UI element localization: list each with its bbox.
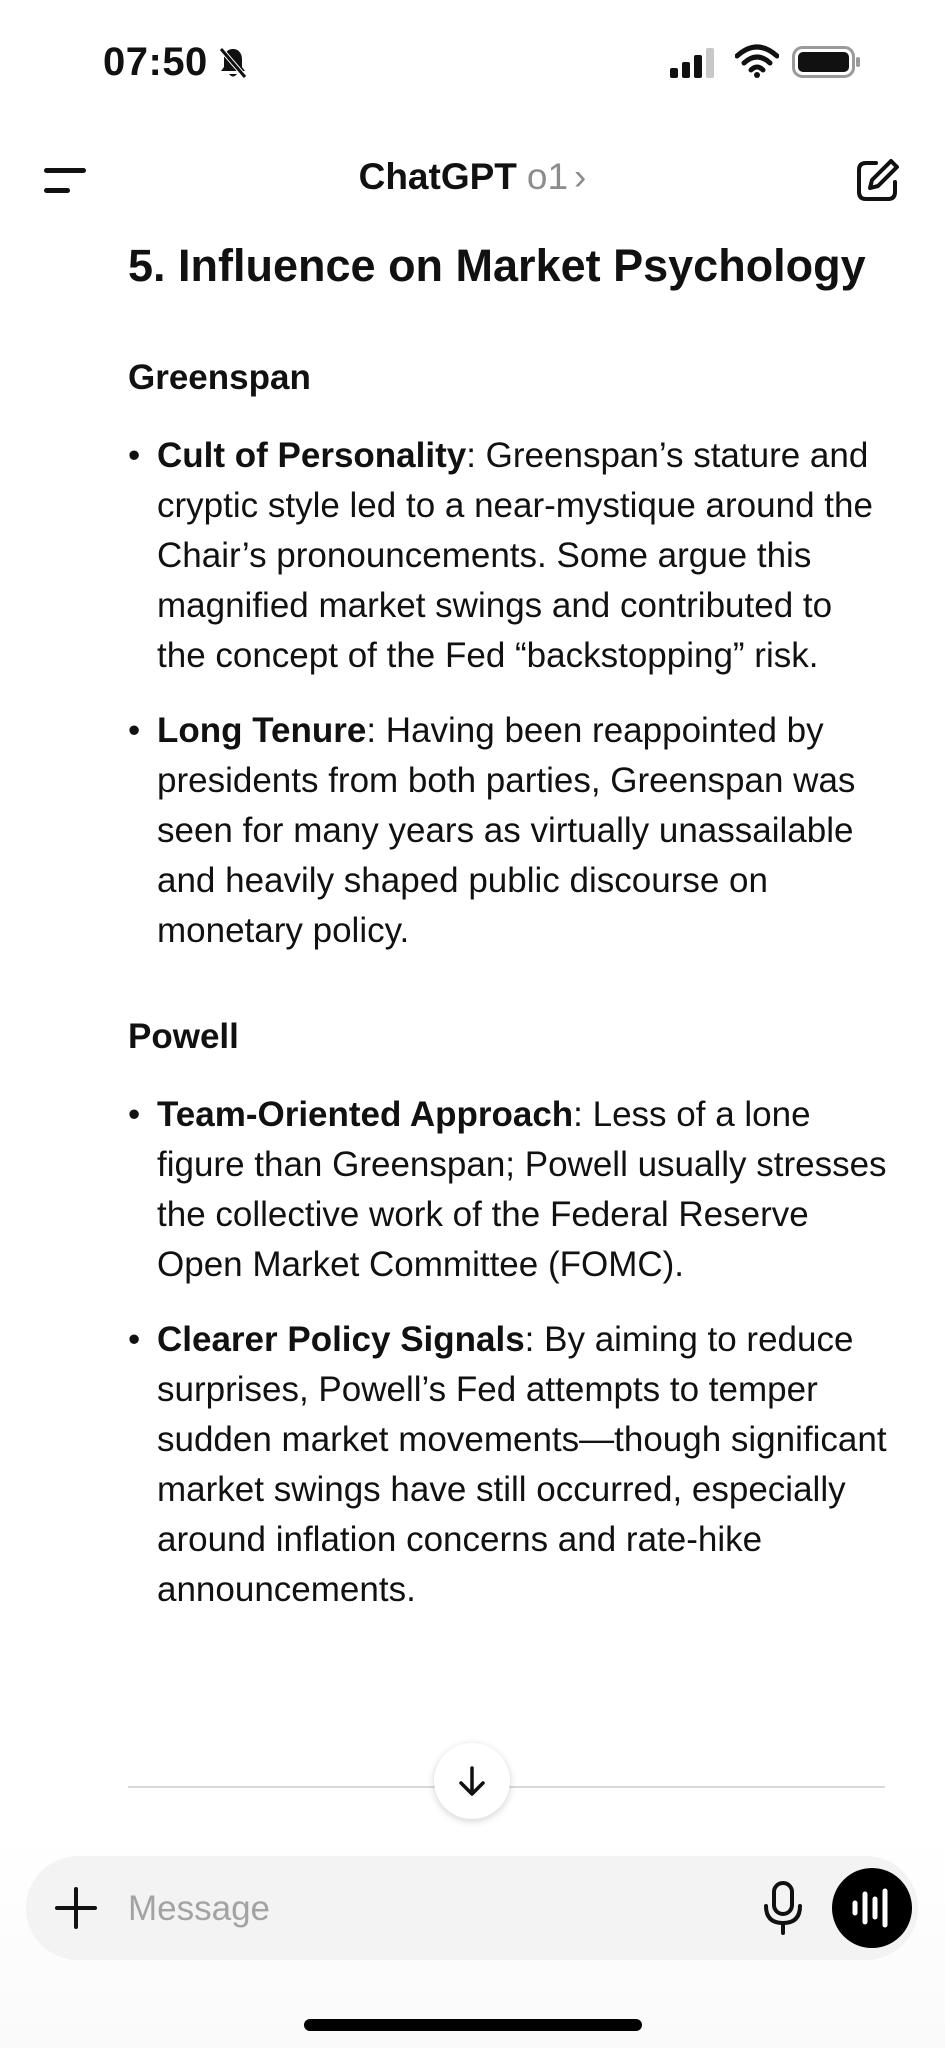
list-item <box>128 431 888 681</box>
section-title: 5. Influence on Market Psychology <box>128 240 866 291</box>
arrow-down-icon <box>455 1764 489 1798</box>
message-input[interactable] <box>126 1882 690 1936</box>
microphone-icon <box>758 1880 808 1936</box>
item-text: : Less of a lone figure than Greenspan; Powell usually stresses the collective work of the Federal Reserve Open Market Committee (FOMC). <box>157 1095 887 1284</box>
model-name: o1 <box>526 156 569 197</box>
item-bold-label: Team-Oriented Approach <box>157 1095 574 1134</box>
home-indicator <box>304 2019 642 2031</box>
app-title: ChatGPT <box>358 156 517 197</box>
chat-header <box>0 140 945 220</box>
message-composer <box>26 1856 918 1960</box>
status-time: 07:50 <box>103 40 208 84</box>
list-item <box>128 706 888 956</box>
wifi-icon <box>735 44 779 83</box>
list-item <box>128 1315 888 1615</box>
item-text: : Having been reappointed by presidents from both parties, Greenspan was seen for many years as virtually unassailable and heavily shaped public discourse on monetary policy. <box>157 711 856 950</box>
subheading-greenspan: Greenspan <box>128 358 311 397</box>
item-bold-label: Clearer Policy Signals <box>157 1320 525 1359</box>
bell-slash-icon <box>218 46 248 85</box>
assistant-message <box>128 235 888 1673</box>
greenspan-section <box>128 355 888 956</box>
model-selector[interactable] <box>0 156 945 198</box>
item-bold-label: Cult of Personality <box>157 436 467 475</box>
chevron-right-icon: › <box>574 156 587 197</box>
cellular-signal-icon <box>670 48 718 83</box>
attach-button[interactable] <box>54 1886 98 1930</box>
powell-section <box>128 1014 888 1615</box>
scroll-to-bottom-button[interactable] <box>434 1743 510 1819</box>
item-bold-label: Long Tenure <box>157 711 367 750</box>
subheading-powell: Powell <box>128 1017 239 1056</box>
battery-icon <box>792 46 862 83</box>
item-text: : By aiming to reduce surprises, Powell’s Fed attempts to temper sudden market movements—though significant market swings have still occurred, especially around inflation concerns and rate-hike announcements. <box>157 1320 887 1609</box>
dictation-button[interactable] <box>758 1880 808 1936</box>
voice-waveform-icon <box>850 1888 894 1928</box>
new-chat-button[interactable] <box>852 156 902 206</box>
new-chat-icon <box>852 156 902 206</box>
item-text: : Greenspan’s stature and cryptic style led to a near-mystique around the Chair’s pronouncements. Some argue this magnified market swings and contributed to the concept of the Fed “backstopping” risk. <box>157 436 873 675</box>
status-bar <box>0 0 945 130</box>
plus-icon <box>54 1886 98 1930</box>
voice-mode-button[interactable] <box>832 1868 912 1948</box>
list-item <box>128 1090 888 1290</box>
